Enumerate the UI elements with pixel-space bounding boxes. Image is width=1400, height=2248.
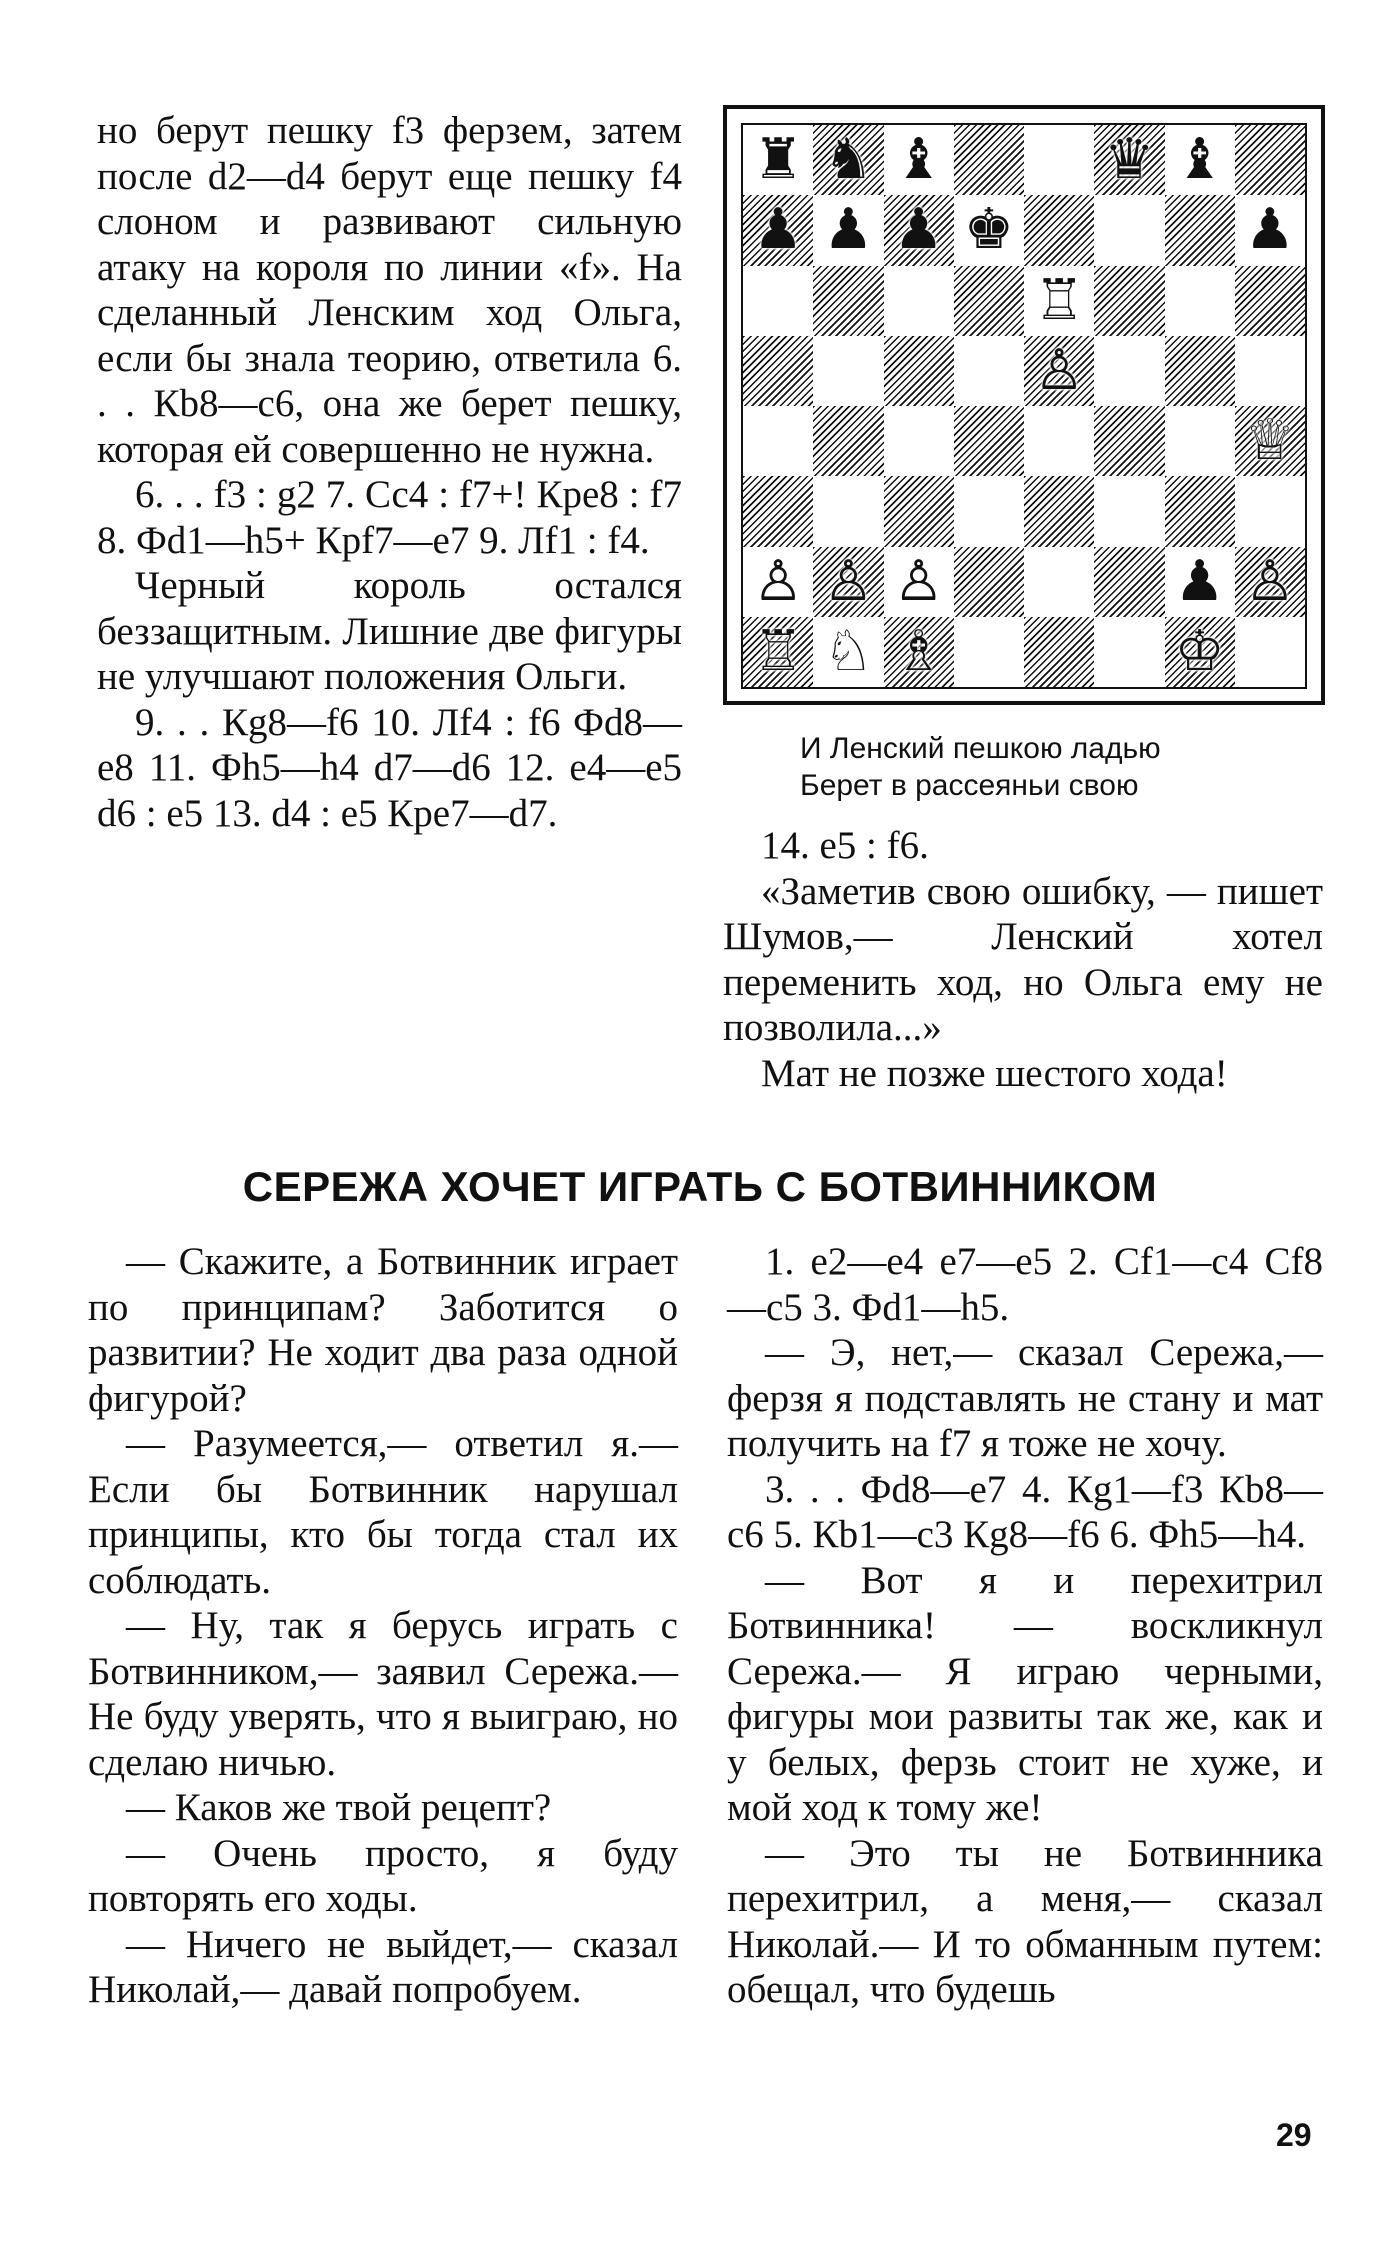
board-square [1165,336,1235,406]
board-square [1094,617,1164,687]
board-square [1165,195,1235,265]
paragraph: — Скажите, а Ботвинник играет по принципам? Заботится о развитии? Не ходит два раза одной фигурой? [88,1240,678,1420]
chess-piece-icon: ♗ [893,618,944,684]
chess-piece-icon: ♛ [1104,127,1155,193]
board-square [813,266,883,336]
chess-piece-icon: ♟ [753,197,804,263]
board-square [743,336,813,406]
board-square [1165,125,1235,195]
board-square [743,547,813,617]
board-square [1094,336,1164,406]
chess-piece-icon: ♙ [1244,548,1295,614]
board-square [954,476,1024,546]
board-square [743,266,813,336]
right-column-bottom [727,1239,1323,2013]
paragraph: — Каков же твой рецепт? [126,1786,552,1829]
board-square [884,195,954,265]
board-square [1024,125,1094,195]
chess-board [741,123,1307,689]
board-square [884,266,954,336]
board-square [743,617,813,687]
chess-piece-icon: ♙ [893,548,944,614]
board-square [1235,336,1305,406]
chess-piece-icon: ♖ [753,618,804,684]
paragraph: — Очень просто, я буду повторять его ходы. [88,1831,678,1920]
board-square [884,547,954,617]
board-square [884,125,954,195]
board-square [954,406,1024,476]
board-square [954,547,1024,617]
board-square [813,336,883,406]
board-square [954,125,1024,195]
board-square [1235,406,1305,476]
left-column-bottom [88,1239,678,2013]
board-square [1235,617,1305,687]
chess-piece-icon: ♖ [1034,267,1085,333]
board-square [813,406,883,476]
board-square [1024,617,1094,687]
board-square [1094,195,1164,265]
board-square [1165,547,1235,617]
board-square [1165,617,1235,687]
paragraph: 14. e5 : f6. [761,824,929,867]
board-square [884,476,954,546]
paragraph: 1. e2—e4 e7—e5 2. Сf1—c4 Сf8—c5 3. Фd1—h5. [727,1240,1323,1329]
paragraph: — Ну, так я берусь играть с Ботвинником,— заявил Сережа.— Не буду уверять, что я выиграю, но сделаю ничью. [88,1604,678,1784]
board-square [884,336,954,406]
board-square [1235,476,1305,546]
chess-piece-icon: ♚ [963,197,1014,263]
board-square [1235,266,1305,336]
chess-piece-icon: ♙ [823,548,874,614]
section-heading: СЕРЕЖА ХОЧЕТ ИГРАТЬ С БОТВИННИКОМ [242,1163,1158,1210]
board-square [813,617,883,687]
board-square [954,617,1024,687]
caption-line: Берет в рассеяньи свою [800,769,1139,802]
chess-piece-icon: ♞ [823,127,874,193]
chess-piece-icon: ♔ [1174,618,1225,684]
board-square [1094,547,1164,617]
board-square [1024,336,1094,406]
board-square [1024,476,1094,546]
board-square [1094,476,1164,546]
board-square [813,547,883,617]
board-square [813,125,883,195]
paragraph: — Вот я и перехитрил Ботвинника! — воскликнул Сережа.— Я играю черными, фигуры мои развиты так же, как и у белых, ферзь стоит не хуже, и мой ход к тому же! [727,1558,1323,1829]
diagram-caption [800,730,1280,804]
paragraph: 3. . . Фd8—e7 4. Кg1—f3 Кb8—c6 5. Кb1—c3 Кg8—f6 6. Фh5—h4. [727,1467,1323,1556]
chess-piece-icon: ♟ [1244,197,1295,263]
board-square [884,617,954,687]
paragraph: 6. . . f3 : g2 7. Сс4 : f7+! Крe8 : f7 8. Фd1—h5+ Крf7—e7 9. Лf1 : f4. [97,473,682,562]
paragraph: но берут пешку f3 ферзем, затем после d2—d4 берут еще пешку f4 слоном и развивают сильную атаку на короля по линии «f». На сделанный Ленским ход Ольга, если бы знала теорию, ответила 6. . . Кb8—c6, она же берет пешку, которая ей совершенно не нужна. [97,109,682,471]
paragraph: «Заметив свою ошибку, — пишет Шумов,— Ленский хотел переменить ход, но Ольга ему не позволила...» [723,869,1323,1049]
board-square [1165,406,1235,476]
board-square [1024,406,1094,476]
chess-piece-icon: ♝ [893,127,944,193]
board-square [813,476,883,546]
left-column-top [97,108,682,836]
board-square [954,195,1024,265]
board-square [1235,125,1305,195]
chess-piece-icon: ♙ [1034,337,1085,403]
board-square [813,195,883,265]
board-square [884,406,954,476]
chess-piece-icon: ♟ [893,197,944,263]
chess-piece-icon: ♘ [823,618,874,684]
chess-piece-icon: ♟ [823,197,874,263]
board-square [1094,406,1164,476]
chess-piece-icon: ♜ [753,127,804,193]
chess-piece-icon: ♝ [1174,127,1225,193]
board-square [1235,195,1305,265]
caption-line: И Ленский пешкою ладью [800,732,1161,765]
board-square [1094,125,1164,195]
chess-piece-icon: ♕ [1244,408,1295,474]
board-square [743,125,813,195]
board-square [1024,195,1094,265]
paragraph: — Разумеется,— ответил я.— Если бы Ботвинник нарушал принципы, кто бы тогда стал их соблюдать. [88,1422,678,1602]
page-number: 29 [1276,2117,1312,2153]
board-square [743,476,813,546]
chess-diagram [723,105,1325,705]
board-square [1024,266,1094,336]
right-column-top [723,823,1323,1096]
paragraph: 9. . . Кg8—f6 10. Лf4 : f6 Фd8—e8 11. Фh5—h4 d7—d6 12. e4—e5 d6 : e5 13. d4 : e5 Крe7—d7. [97,700,682,835]
chess-piece-icon: ♟ [1174,548,1225,614]
board-square [743,195,813,265]
board-square [1165,266,1235,336]
paragraph: — Э, нет,— сказал Сережа,— ферзя я подставлять не стану и мат получить на f7 я тоже не хочу. [727,1331,1323,1465]
board-square [1024,547,1094,617]
board-square [954,266,1024,336]
board-square [1235,547,1305,617]
paragraph: — Это ты не Ботвинника перехитрил, а меня,— сказал Николай.— И то обманным путем: обещал, что будешь [727,1831,1323,2011]
chess-piece-icon: ♙ [753,548,804,614]
board-square [1165,476,1235,546]
board-square [1094,266,1164,336]
paragraph: — Ничего не выйдет,— сказал Николай,— давай попробуем. [88,1922,678,2011]
board-square [954,336,1024,406]
board-square [743,406,813,476]
paragraph: Черный король остался беззащитным. Лишние две фигуры не улучшают положения Ольги. [97,564,682,698]
paragraph: Мат не позже шестого хода! [761,1051,1228,1095]
